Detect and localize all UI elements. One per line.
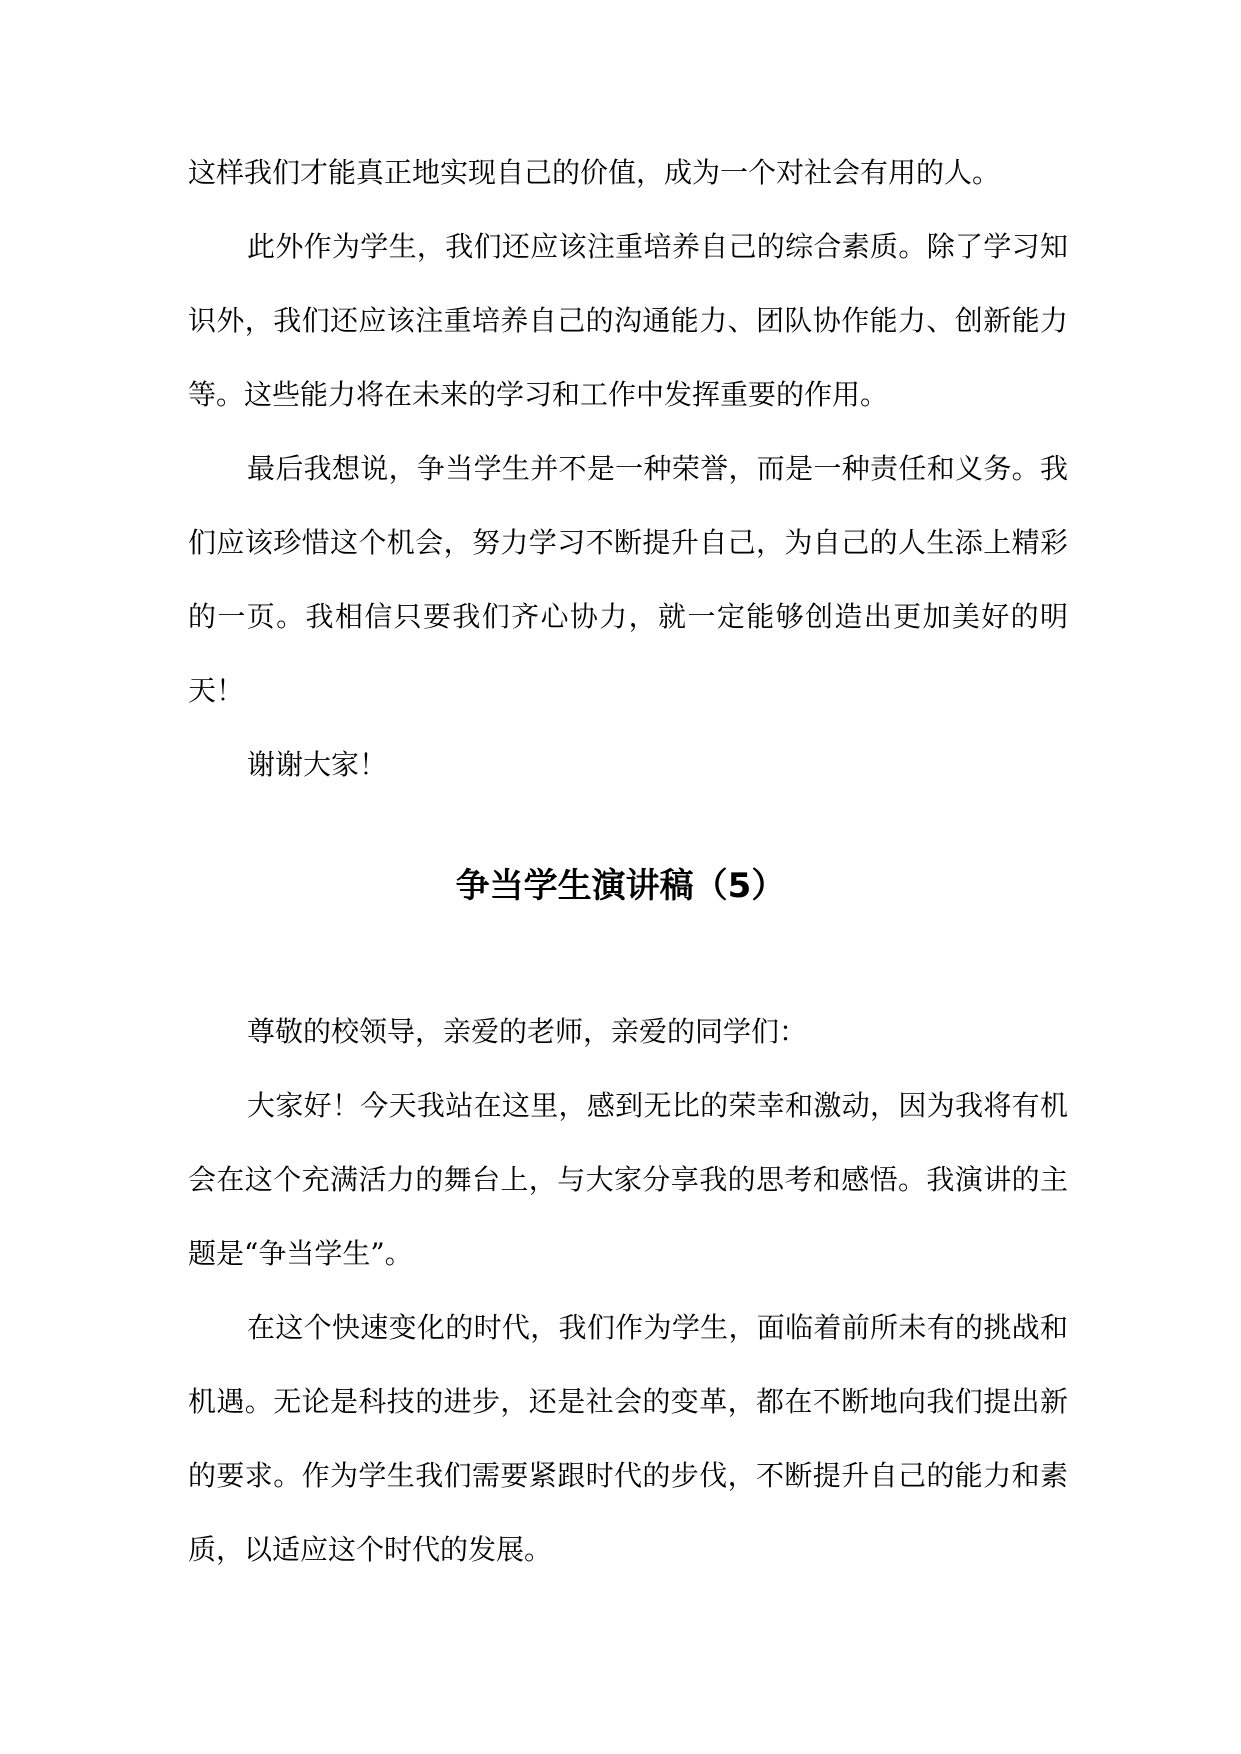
paragraph-salutation: 尊敬的校领导，亲爱的老师，亲爱的同学们： (247, 1015, 808, 1048)
paragraph-conclusion: 最后我想说，争当学生并不是一种荣誉，而是一种责任和义务。我们应该珍惜这个机会，努力学习不断提升自己，为自己的人生添上精彩的一页。我相信只要我们齐心协力，就一定能够创造出更加美好的明天！ (188, 452, 1068, 707)
paragraph-era-challenges: 在这个快速变化的时代，我们作为学生，面临着前所未有的挑战和机遇。无论是科技的进步，还是社会的变革，都在不断地向我们提出新的要求。作为学生我们需要紧跟时代的步伐，不断提升自己的能力和素质，以适应这个时代的发展。 (188, 1311, 1068, 1566)
paragraph-continuation: 这样我们才能真正地实现自己的价值，成为一个对社会有用的人。 (188, 156, 1001, 189)
paragraph-thanks: 谢谢大家！ (247, 748, 388, 781)
section-title: 争当学生演讲稿（5） (455, 866, 786, 906)
paragraph-greeting: 大家好！今天我站在这里，感到无比的荣幸和激动，因为我将有机会在这个充满活力的舞台上，与大家分享我的思考和感悟。我演讲的主题是“争当学生”。 (188, 1089, 1068, 1270)
paragraph-comprehensive-quality: 此外作为学生，我们还应该注重培养自己的综合素质。除了学习知识外，我们还应该注重培养自己的沟通能力、团队协作能力、创新能力等。这些能力将在未来的学习和工作中发挥重要的作用。 (188, 230, 1068, 411)
